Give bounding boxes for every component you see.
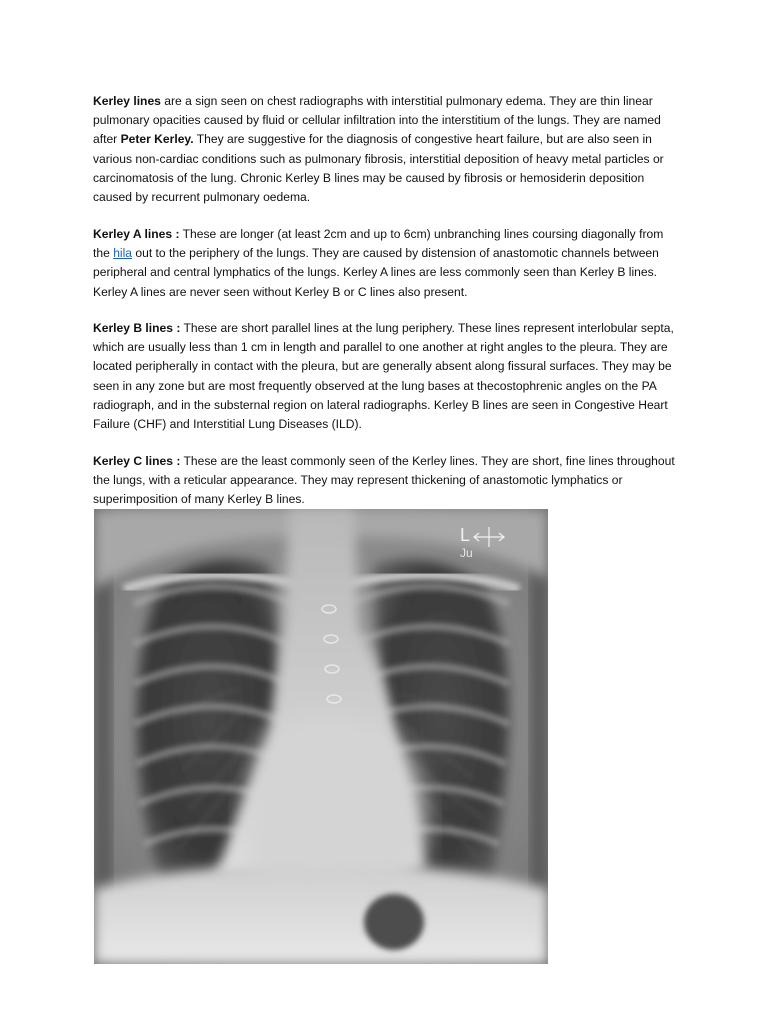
paragraph-kerley-lines-intro <box>93 92 683 207</box>
term-kerley-b-lines: Kerley B lines : <box>93 321 181 335</box>
paragraph-kerley-c-lines <box>93 452 683 510</box>
intro-text-part-2: They are suggestive for the diagnosis of congestive heart failure, but are also seen in various non-cardiac conditions such as pulmonary fibrosis, interstitial deposition of heavy metal particles or carcinomatosis of the lung. Chronic Kerley B lines may be caused by fibrosis or hemosiderin deposition caused by recurrent pulmonary oedema. <box>93 132 664 205</box>
chest-xray-image <box>94 509 548 964</box>
hila-link[interactable]: hila <box>113 246 133 261</box>
kerley-a-text-part-2: out to the periphery of the lungs. They are caused by distension of anastomotic channels between peripheral and central lymphatics of the lungs. Kerley A lines are less commonly seen than Kerley B lines. Kerley A lines are never seen without Kerley B or C lines also present. <box>93 246 659 299</box>
term-kerley-a-lines: Kerley A lines : <box>93 227 180 241</box>
kerley-c-text: These are the least commonly seen of the Kerley lines. They are short, fine lines throughout the lungs, with a reticular appearance. They may represent thickening of anastomotic lymphatics or superimposition of many Kerley B lines. <box>93 454 675 507</box>
gastric-bubble <box>364 894 424 950</box>
paragraph-kerley-b-lines <box>93 319 683 434</box>
term-kerley-c-lines: Kerley C lines : <box>93 454 181 468</box>
paragraph-kerley-a-lines <box>93 225 683 302</box>
diaphragm-abdomen <box>94 867 548 965</box>
side-marker-letter: L <box>460 525 471 545</box>
intro-text-part-1: are a sign seen on chest radiographs with interstitial pulmonary edema. They are thin linear pulmonary opacities caused by fluid or cellular infiltration into the interstitium of the lungs. They are named after <box>93 94 661 147</box>
kerley-b-text: These are short parallel lines at the lung periphery. These lines represent interlobular septa, which are usually less than 1 cm in length and parallel to one another at right angles to the pleura. They are located peripherally in contact with the pleura, but are generally absent along fissural surfaces. They may be seen in any zone but are most frequently observed at the lung bases at thecostophrenic angles on the PA radiograph, and in the substernal region on lateral radiographs. Kerley B lines are seen in Congestive Heart Failure (CHF) and Interstitial Lung Diseases (ILD). <box>93 321 674 432</box>
kerley-a-text-part-1: These are longer (at least 2cm and up to 6cm) unbranching lines coursing diagonally from the <box>93 227 664 261</box>
term-peter-kerley: Peter Kerley. <box>120 132 194 147</box>
side-marker-initials: Ju <box>460 546 473 560</box>
term-kerley-lines: Kerley lines <box>93 94 161 108</box>
